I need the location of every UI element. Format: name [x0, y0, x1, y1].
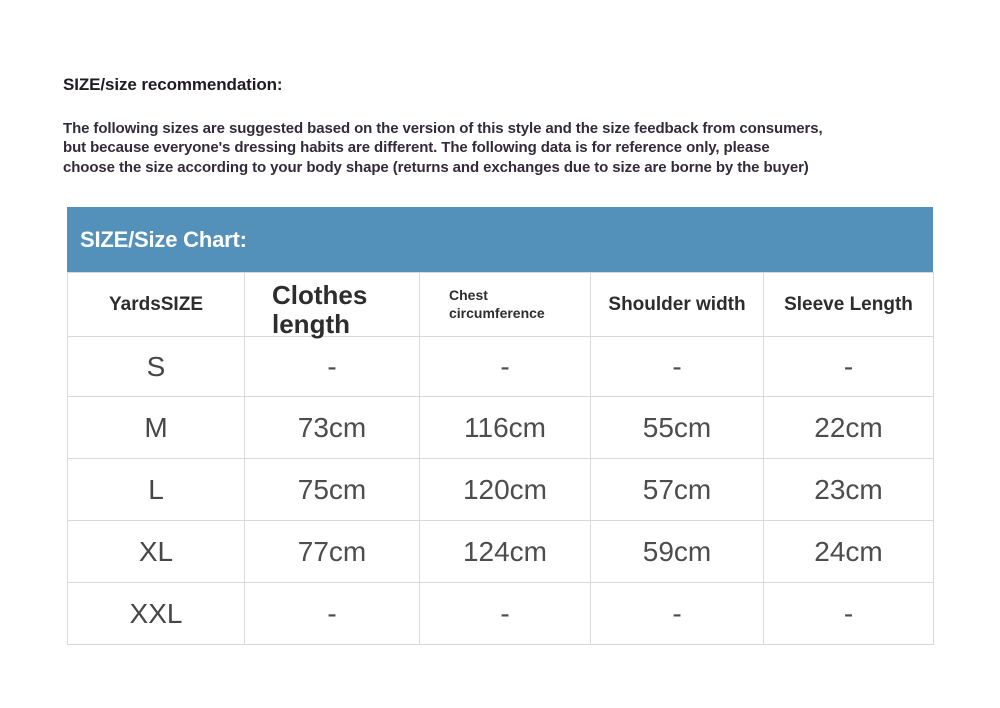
header-label: Clothes length — [272, 279, 368, 339]
header-shoulder-width — [591, 273, 764, 337]
value-cell: 23cm — [764, 459, 934, 521]
size-chart-section — [67, 207, 933, 645]
header-label: Sleeve Length — [784, 293, 913, 315]
header-yards-size — [68, 273, 245, 337]
value-cell: 57cm — [591, 459, 764, 521]
size-cell: S — [68, 337, 245, 397]
size-chart-title-bar — [67, 207, 933, 272]
header-label: Shoulder width — [608, 293, 746, 315]
value-cell: 55cm — [591, 397, 764, 459]
header-clothes-length — [245, 273, 420, 337]
value-cell: 73cm — [245, 397, 420, 459]
value-cell: - — [764, 337, 934, 397]
value-cell: - — [420, 583, 591, 645]
size-table — [67, 272, 934, 645]
table-row — [68, 397, 934, 459]
size-cell: L — [68, 459, 245, 521]
description-line: but because everyone's dressing habits are different. The following data is for reference only, please — [63, 139, 770, 157]
value-cell: 77cm — [245, 521, 420, 583]
value-cell: 22cm — [764, 397, 934, 459]
value-cell: - — [591, 583, 764, 645]
value-cell: 24cm — [764, 521, 934, 583]
value-cell: 59cm — [591, 521, 764, 583]
description-line: The following sizes are suggested based on the version of this style and the size feedback from consumers, — [63, 120, 823, 137]
value-cell: - — [420, 337, 591, 397]
size-cell: XXL — [68, 583, 245, 645]
value-cell: - — [591, 337, 764, 397]
table-row — [68, 521, 934, 583]
value-cell: - — [245, 337, 420, 397]
table-row — [68, 459, 934, 521]
size-cell: XL — [68, 521, 245, 583]
page-title: SIZE/size recommendation: — [63, 75, 283, 94]
header-label: YardsSIZE — [109, 293, 203, 315]
value-cell: - — [245, 583, 420, 645]
size-chart-title: SIZE/Size Chart: — [80, 226, 247, 252]
header-chest-circumference — [420, 273, 591, 337]
table-row — [68, 583, 934, 645]
table-row — [68, 337, 934, 397]
table-header-row — [68, 273, 934, 337]
value-cell: - — [764, 583, 934, 645]
description-line: choose the size according to your body shape (returns and exchanges due to size are borne by the buyer) — [63, 158, 809, 176]
size-cell: M — [68, 397, 245, 459]
value-cell: 124cm — [420, 521, 591, 583]
header-label: Chest circumference — [449, 287, 545, 321]
value-cell: 120cm — [420, 459, 591, 521]
size-description — [63, 119, 823, 177]
header-sleeve-length — [764, 273, 934, 337]
value-cell: 116cm — [420, 397, 591, 459]
value-cell: 75cm — [245, 459, 420, 521]
